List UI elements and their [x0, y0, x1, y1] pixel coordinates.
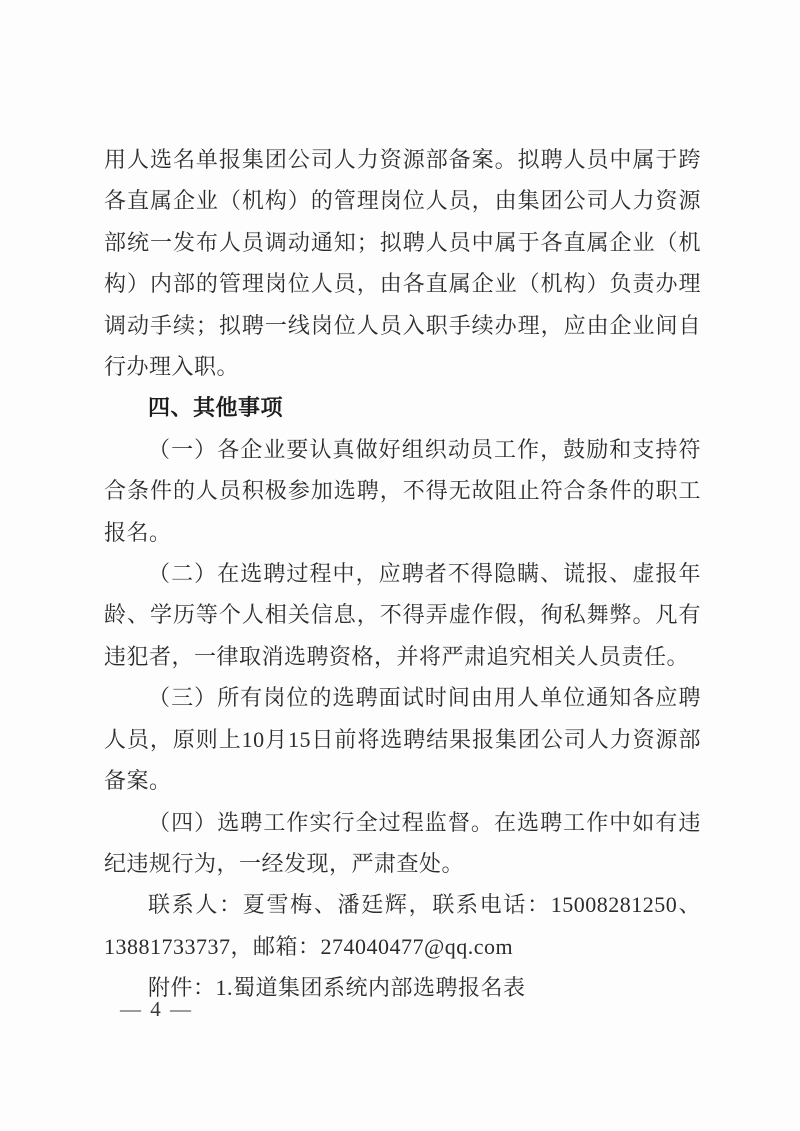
paragraph-item-1: （一）各企业要认真做好组织动员工作，鼓励和支持符合条件的人员积极参加选聘，不得无故阻止符合条件的职工报名。	[104, 436, 701, 545]
section-heading-other-matters: 四、其他事项	[148, 395, 284, 421]
document-body	[104, 139, 701, 1009]
paragraph-item-4: （四）选聘工作实行全过程监督。在选聘工作中如有违纪违规行为，一经发现，严肃查处。	[104, 809, 701, 876]
paragraph-item-2: （二）在选聘过程中，应聘者不得隐瞒、谎报、虚报年龄、学历等个人相关信息，不得弄虚作假，徇私舞弊。凡有违犯者，一律取消选聘资格，并将严肃追究相关人员责任。	[104, 561, 701, 669]
paragraph-continuation: 用人选名单报集团公司人力资源部备案。拟聘人员中属于跨各直属企业（机构）的管理岗位人员，由集团公司人力资源部统一发布人员调动通知；拟聘人员中属于各直属企业（机构）内部的管理岗位人员，由各直属企业（机构）负责办理调动手续；拟聘一线岗位人员入职手续办理，应由企业间自行办理入职。	[104, 147, 701, 380]
paragraph-item-3: （三）所有岗位的选聘面试时间由用人单位通知各应聘人员，原则上10月15日前将选聘结果报集团公司人力资源部备案。	[104, 685, 701, 794]
page-number: — 4 —	[120, 997, 193, 1021]
paragraph-contact-info: 联系人：夏雪梅、潘廷辉，联系电话：15008281250、13881733737，邮箱：274040477@qq.com	[104, 892, 701, 959]
paragraph-attachment: 附件：1.蜀道集团系统内部选聘报名表	[148, 975, 526, 1001]
